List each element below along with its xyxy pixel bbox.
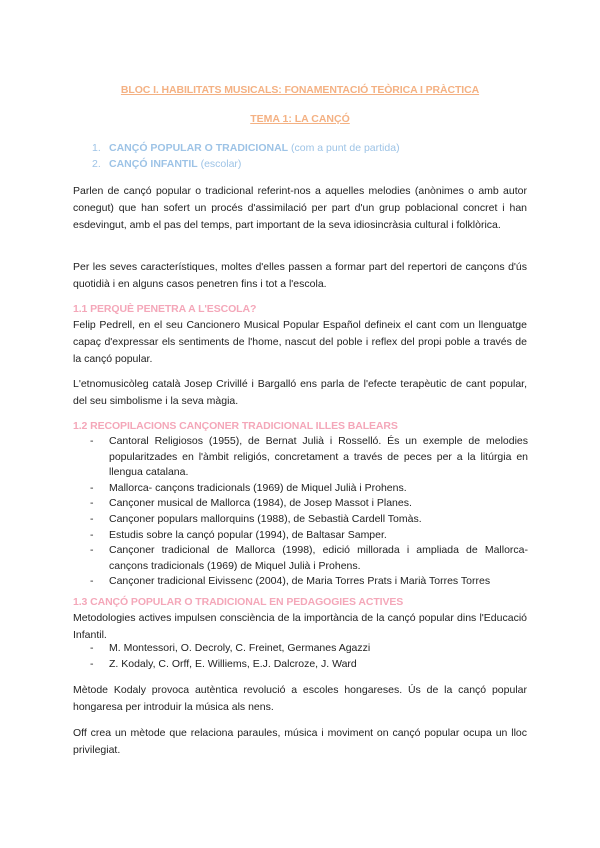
list-item: - Z. Kodaly, C. Orff, E. Williems, E.J. Dalcroze, J. Ward: [90, 657, 357, 670]
section-heading-1-2: 1.2 RECOPILACIONS CANÇONER TRADICIONAL ILLES BALEARS: [73, 420, 398, 432]
section-1-3-intro: Metodologies actives impulsen consciència de la importància de la cançó popular dins l'Educació Infantil.: [73, 612, 527, 641]
toc-number: 2.: [92, 158, 101, 170]
section-heading-1-1: 1.1 PERQUÈ PENETRA A L'ESCOLA?: [73, 303, 257, 315]
toc-rest: (com a punt de partida): [288, 142, 400, 154]
section-1-1-paragraph-2: L'etnomusicòleg català Josep Crivillé i Bargalló ens parla de l'efecte terapèutic de cant popular, del seu simbolisme i la seva màgia.: [73, 378, 527, 407]
toc-number: 1.: [92, 142, 101, 154]
list-item: - Cançoner populars mallorquins (1988), de Sebastià Cardell Tomàs.: [90, 512, 422, 525]
list-item-text: Cançoner musical de Mallorca (1984), de Josep Massot i Planes.: [109, 497, 412, 510]
toc-item: [92, 156, 400, 172]
toc-main: CANÇÓ INFANTIL: [109, 158, 198, 170]
table-of-contents: [92, 140, 400, 172]
intro-paragraph-1: Parlen de cançó popular o tradicional referint-nos a aquelles melodies (anònimes o amb autor conegut) que han sofert un procés d'assimilació per part d'un grup poblacional concret i han esdevingut, amb el pas del temps, part important de la seva idiosincràsia cultural i folklòrica.: [73, 185, 527, 231]
list-item: - Mallorca- cançons tradicionals (1969) de Miquel Julià i Prohens.: [90, 481, 407, 494]
list-item-text: Cançoner tradicional Eivissenc (2004), de Maria Torres Prats i Marià Torres Torres: [109, 575, 491, 588]
list-item: - Cançoner tradicional Eivissenc (2004), de Maria Torres Prats i Marià Torres Torres: [90, 575, 491, 588]
toc-rest: (escolar): [197, 158, 242, 170]
list-item-text: Mallorca- cançons tradicionals (1969) de Miquel Julià i Prohens.: [109, 481, 407, 494]
toc-item: [92, 140, 400, 156]
list-item-text: Z. Kodaly, C. Orff, E. Williems, E.J. Dalcroze, J. Ward: [109, 657, 357, 670]
tema-title: TEMA 1: LA CANÇÓ: [250, 113, 350, 125]
list-item-text: Cantoral Religiosos (1955), de Bernat Julià i Rosselló. És un exemple de melodies popularitzades en l'àmbit religiós, concretament a través de peces per a la litúrgia en llengua catalana.: [109, 435, 528, 479]
list-item: - Cançoner tradicional de Mallorca (1998), edició millorada i ampliada de Mallorca- cançons tradicionals (1969) de Miquel Julià i Prohens.: [90, 544, 528, 572]
pedagogies-list: [90, 641, 528, 672]
section-heading-1-3: 1.3 CANÇÓ POPULAR O TRADICIONAL EN PEDAGOGIES ACTIVES: [73, 596, 404, 608]
toc-main: CANÇÓ POPULAR O TRADICIONAL: [109, 142, 289, 154]
kodaly-paragraph: Mètode Kodaly provoca autèntica revolució a escoles hongareses. Ús de la cançó popular hongaresa per introduir la música als nens.: [73, 684, 527, 713]
list-item: - Estudis sobre la cançó popular (1994), de Baltasar Samper.: [90, 528, 387, 541]
list-item: - Cantoral Religiosos (1955), de Bernat Julià i Rosselló. És un exemple de melodies popularitzades en l'àmbit religiós, concretament a través de peces per a la litúrgia en llengua catalana.: [90, 435, 528, 479]
section-1-1-paragraph-1: Felip Pedrell, en el seu Cancionero Musical Popular Español defineix el cant com un llenguatge capaç d'expressar els sentiments de l'home, nascut del poble i reflex del propi poble a través de la cançó popular.: [73, 319, 527, 365]
list-item-text: Estudis sobre la cançó popular (1994), de Baltasar Samper.: [109, 528, 387, 541]
list-item-text: Cançoner populars mallorquins (1988), de Sebastià Cardell Tomàs.: [109, 512, 422, 525]
list-item: - Cançoner musical de Mallorca (1984), de Josep Massot i Planes.: [90, 497, 412, 510]
orff-paragraph: Off crea un mètode que relaciona paraules, música i moviment on cançó popular ocupa un lloc privilegiat.: [73, 727, 527, 756]
bloc-title: BLOC I. HABILITATS MUSICALS: FONAMENTACIÓ TEÒRICA I PRÀCTICA: [120, 84, 480, 96]
recopilacions-list: [90, 434, 528, 590]
list-item-text: M. Montessori, O. Decroly, C. Freinet, Germanes Agazzi: [109, 642, 371, 654]
list-item: - M. Montessori, O. Decroly, C. Freinet, Germanes Agazzi: [90, 642, 371, 654]
list-item-text: Cançoner tradicional de Mallorca (1998), edició millorada i ampliada de Mallorca- cançons tradicionals (1969) de Miquel Julià i Prohens.: [109, 544, 528, 572]
intro-paragraph-2: Per les seves característiques, moltes d'elles passen a formar part del repertori de cançons d'ús quotidià i en alguns casos penetren fins i tot a l'escola.: [73, 261, 527, 290]
